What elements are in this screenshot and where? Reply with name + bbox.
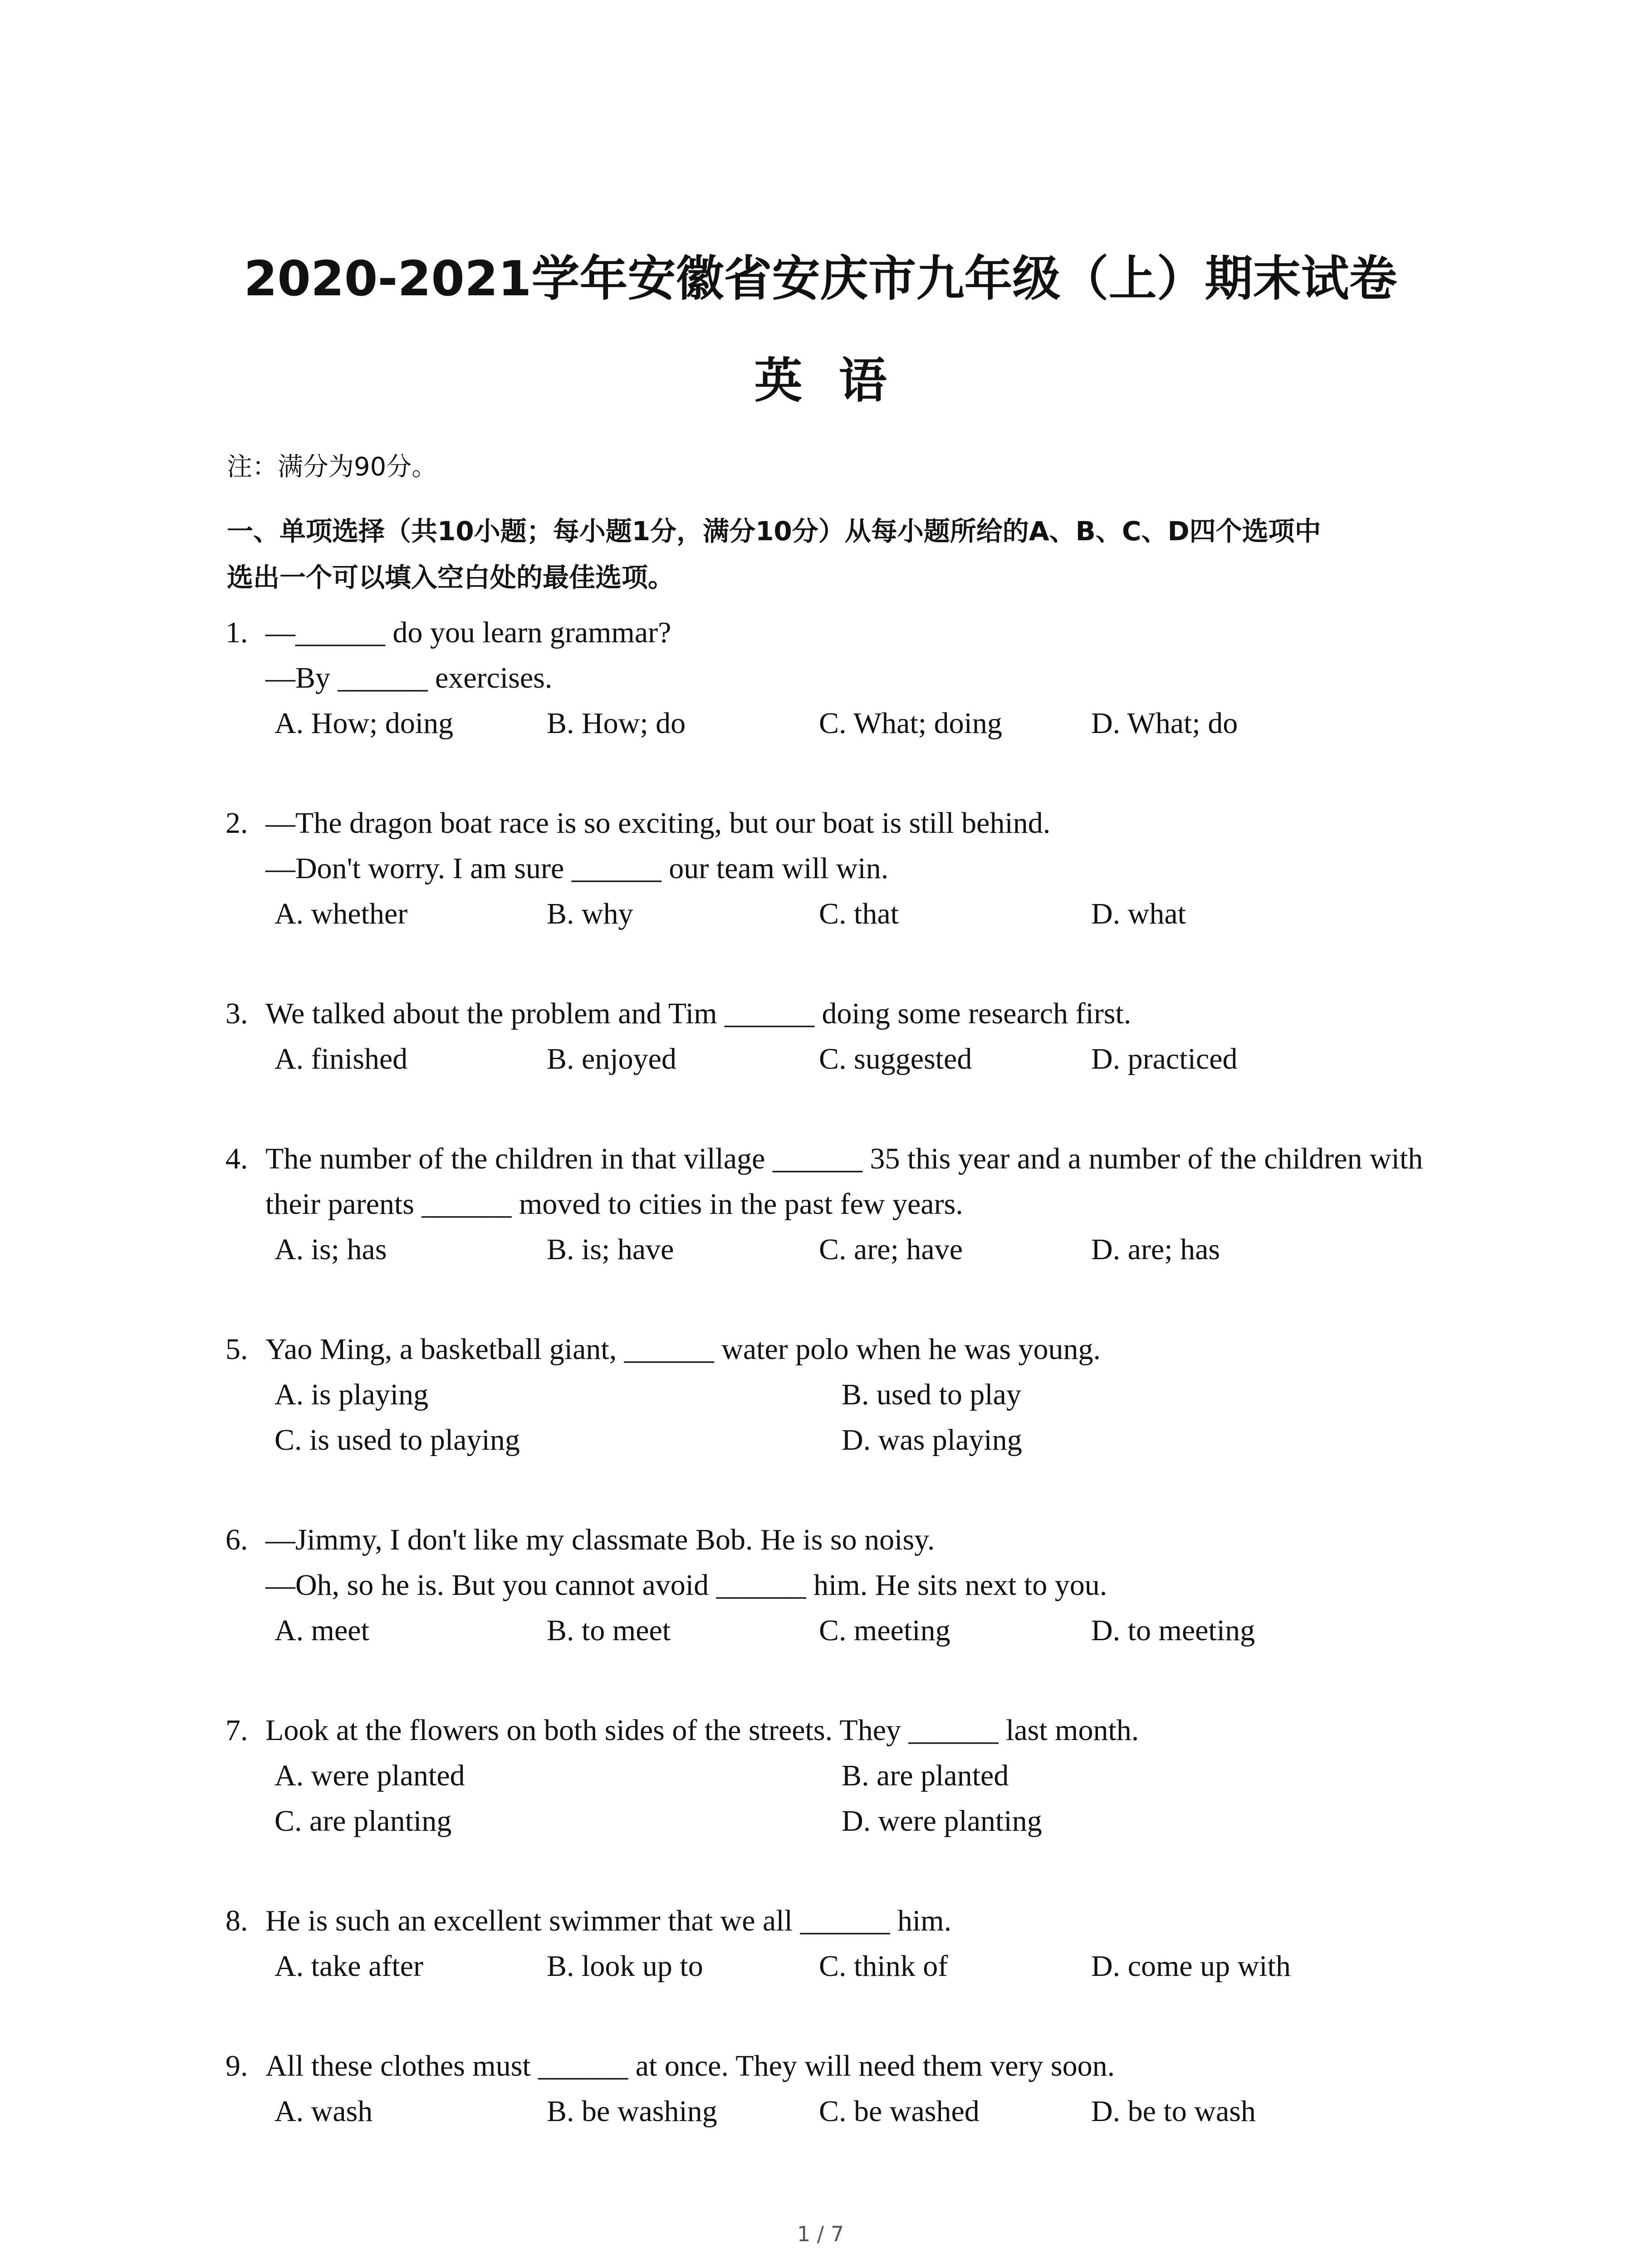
- option-a: A. meet: [274, 1614, 369, 1647]
- question-number: 6.: [225, 1523, 248, 1556]
- question-number: 3.: [225, 997, 248, 1030]
- option-c: C. suggested: [819, 1042, 972, 1075]
- option-d: D. practiced: [1091, 1042, 1238, 1075]
- question-stem-line: their parents ______ moved to cities in the past few years.: [265, 1188, 963, 1221]
- option-d: D. were planting: [842, 1804, 1042, 1838]
- option-d: D. What; do: [1091, 707, 1238, 740]
- question-number: 5.: [225, 1333, 248, 1366]
- option-a: A. take after: [274, 1950, 423, 1983]
- option-b: B. used to play: [842, 1378, 1021, 1411]
- option-d: D. are; has: [1091, 1233, 1220, 1266]
- option-b: B. be washing: [547, 2095, 717, 2128]
- score-note: 注：满分为90分。: [227, 452, 437, 482]
- option-a: A. were planted: [274, 1759, 465, 1792]
- option-c: C. meeting: [819, 1614, 950, 1647]
- question-stem-line: Yao Ming, a basketball giant, ______ water polo when he was young.: [265, 1333, 1101, 1366]
- question-stem-line: All these clothes must ______ at once. They will need them very soon.: [265, 2049, 1115, 2082]
- question-number: 4.: [225, 1142, 248, 1175]
- question-number: 9.: [225, 2049, 248, 2082]
- option-a: A. is playing: [274, 1378, 429, 1411]
- question-number: 2.: [225, 807, 248, 840]
- option-d: D. was playing: [842, 1423, 1022, 1457]
- question-stem-line: He is such an excellent swimmer that we all ______ him.: [265, 1904, 952, 1937]
- section-heading-line-1: 一、单项选择（共10小题；每小题1分，满分10分）从每小题所给的A、B、C、D四个选项中: [227, 516, 1321, 547]
- option-d: D. be to wash: [1091, 2095, 1256, 2128]
- option-d: D. to meeting: [1091, 1614, 1255, 1647]
- option-c: C. What; doing: [819, 707, 1002, 740]
- section-heading: [227, 508, 1461, 601]
- question-stem-line: —______ do you learn grammar?: [265, 616, 671, 649]
- section-heading-line-2: 选出一个可以填入空白处的最佳选项。: [227, 562, 675, 593]
- option-b: B. to meet: [547, 1614, 671, 1647]
- question-stem-line: The number of the children in that village ______ 35 this year and a number of the children with: [265, 1142, 1423, 1175]
- option-a: A. How; doing: [274, 707, 454, 740]
- question-number: 7.: [225, 1714, 248, 1747]
- question-stem-line: —By ______ exercises.: [265, 661, 553, 694]
- option-c: C. that: [819, 897, 899, 930]
- question-stem-line: —Jimmy, I don't like my classmate Bob. He is so noisy.: [265, 1523, 935, 1556]
- option-a: A. is; has: [274, 1233, 387, 1266]
- question-stem-line: —Don't worry. I am sure ______ our team will win.: [265, 852, 889, 885]
- question-number: 8.: [225, 1904, 248, 1937]
- page-number: 1 / 7: [797, 2222, 844, 2246]
- exam-subject: 英语: [754, 353, 923, 409]
- option-a: A. whether: [274, 897, 408, 930]
- option-b: B. look up to: [547, 1950, 703, 1983]
- option-d: D. come up with: [1091, 1950, 1291, 1983]
- option-b: B. How; do: [547, 707, 686, 740]
- option-a: A. finished: [274, 1042, 408, 1075]
- option-c: C. is used to playing: [274, 1423, 520, 1457]
- question-stem-line: Look at the flowers on both sides of the streets. They ______ last month.: [265, 1714, 1139, 1747]
- question-stem-line: —The dragon boat race is so exciting, but our boat is still behind.: [265, 807, 1051, 840]
- question-stem-line: —Oh, so he is. But you cannot avoid ______ him. He sits next to you.: [265, 1569, 1107, 1602]
- option-c: C. think of: [819, 1950, 948, 1983]
- option-b: B. enjoyed: [547, 1042, 676, 1075]
- option-d: D. what: [1091, 897, 1186, 930]
- question-stem-line: We talked about the problem and Tim ______ doing some research first.: [265, 997, 1132, 1030]
- option-c: C. are; have: [819, 1233, 963, 1266]
- option-c: C. are planting: [274, 1804, 452, 1838]
- exam-title: 2020-2021学年安徽省安庆市九年级（上）期末试卷: [244, 251, 1397, 307]
- option-b: B. are planted: [842, 1759, 1009, 1792]
- option-b: B. why: [547, 897, 633, 930]
- question-number: 1.: [225, 616, 248, 649]
- option-a: A. wash: [274, 2095, 373, 2128]
- option-b: B. is; have: [547, 1233, 674, 1266]
- option-c: C. be washed: [819, 2095, 980, 2128]
